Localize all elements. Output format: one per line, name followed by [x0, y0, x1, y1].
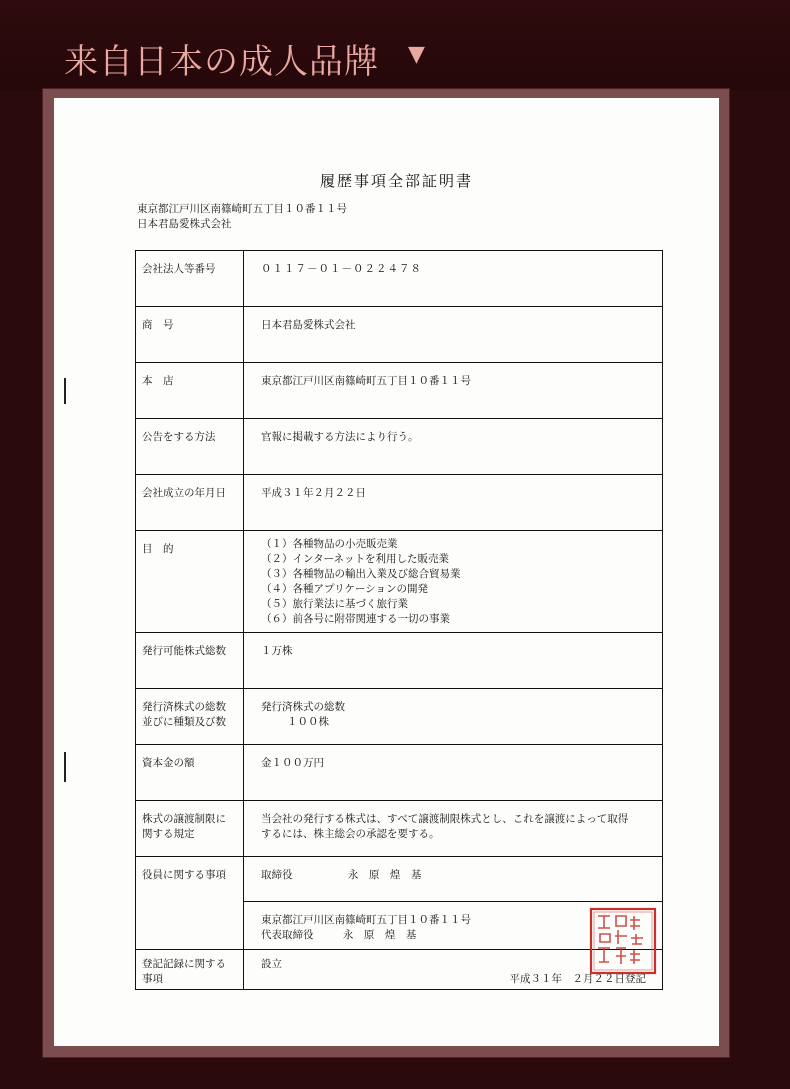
table-row	[136, 950, 663, 990]
row-label	[136, 801, 244, 857]
certificate-title: 履歴事項全部証明書	[320, 172, 474, 190]
binding-mark	[64, 378, 66, 404]
established-value: 平成３１年２月２２日	[244, 475, 663, 531]
row-label: 発行可能株式総数	[136, 633, 244, 689]
registration-type: 設立	[261, 958, 282, 970]
row-label: 本 店	[136, 363, 244, 419]
officer-title: 取締役	[261, 869, 293, 881]
table-row	[136, 745, 663, 801]
table-row	[136, 419, 663, 475]
list-item: （３）各種物品の輸出入業及び総合貿易業	[261, 568, 461, 580]
row-label	[136, 689, 244, 745]
list-item: （２）インターネットを利用した販売業	[261, 553, 450, 565]
registration-table	[135, 250, 663, 990]
row-label: 会社法人等番号	[136, 251, 244, 307]
text-line: するには、株主総会の承認を要する。	[261, 828, 440, 840]
banner-title: 来自日本の成人品牌	[64, 42, 379, 82]
officer-name: 永 原 煌 基	[347, 869, 422, 881]
table-row	[136, 251, 663, 307]
top-banner	[0, 0, 790, 90]
row-label-line: 株式の譲渡制限に	[142, 813, 226, 825]
issued-shares-value	[244, 689, 663, 745]
row-label-line: 登記記録に関する	[142, 958, 226, 970]
issued-shares-heading: 発行済株式の総数	[261, 701, 345, 713]
officer-name: 永 原 煌 基	[342, 929, 417, 941]
row-label-line: 関する規定	[142, 828, 195, 840]
transfer-restriction-value	[244, 801, 663, 857]
issued-shares-count: １００株	[287, 716, 329, 728]
list-item: （５）旅行業法に基づく旅行業	[261, 598, 408, 610]
table-row	[136, 633, 663, 689]
officer-title: 代表取締役	[261, 929, 314, 941]
trade-name-value: 日本君島愛株式会社	[244, 307, 663, 363]
capital-value: 金１００万円	[244, 745, 663, 801]
head-office-value: 東京都江戸川区南篠崎町五丁目１０番１１号	[244, 363, 663, 419]
table-row	[136, 475, 663, 531]
officer-director	[244, 857, 663, 902]
table-row	[136, 801, 663, 857]
row-label: 役員に関する事項	[136, 857, 244, 950]
row-label: 資本金の額	[136, 745, 244, 801]
dropdown-arrow-icon[interactable]: ▼	[408, 42, 425, 67]
table-row	[136, 857, 663, 902]
registration-date: 平成３１年 ２月２２日登記	[509, 973, 646, 985]
row-label-line: 並びに種類及び数	[142, 716, 226, 728]
row-label: 目 的	[136, 531, 244, 633]
row-label-line: 事項	[142, 973, 163, 985]
representative-address: 東京都江戸川区南篠崎町五丁目１０番１１号	[261, 914, 471, 926]
row-label: 公告をする方法	[136, 419, 244, 475]
table-row	[136, 363, 663, 419]
list-item: （６）前各号に附帯関連する一切の事業	[261, 613, 450, 625]
public-notice-value: 官報に掲載する方法により行う。	[244, 419, 663, 475]
row-label	[136, 950, 244, 990]
corp-number-value: ０１１７－０１－０２２４７８	[244, 251, 663, 307]
table-row	[136, 307, 663, 363]
authorized-shares-value: １万株	[244, 633, 663, 689]
table-row	[136, 689, 663, 745]
header-address: 東京都江戸川区南篠崎町五丁目１０番１１号	[137, 203, 347, 215]
company-seal-stamp	[588, 906, 658, 976]
row-label-line: 発行済株式の総数	[142, 701, 226, 713]
table-row	[136, 531, 663, 633]
header-company: 日本君島愛株式会社	[137, 218, 232, 230]
text-line: 当会社の発行する株式は、すべて譲渡制限株式とし、これを譲渡によって取得	[261, 813, 629, 825]
binding-mark	[64, 752, 66, 782]
list-item: （４）各種アプリケーションの開発	[261, 583, 428, 595]
list-item: （１）各種物品の小売販売業	[261, 538, 398, 550]
purpose-list	[244, 531, 663, 633]
row-label: 会社成立の年月日	[136, 475, 244, 531]
row-label: 商 号	[136, 307, 244, 363]
